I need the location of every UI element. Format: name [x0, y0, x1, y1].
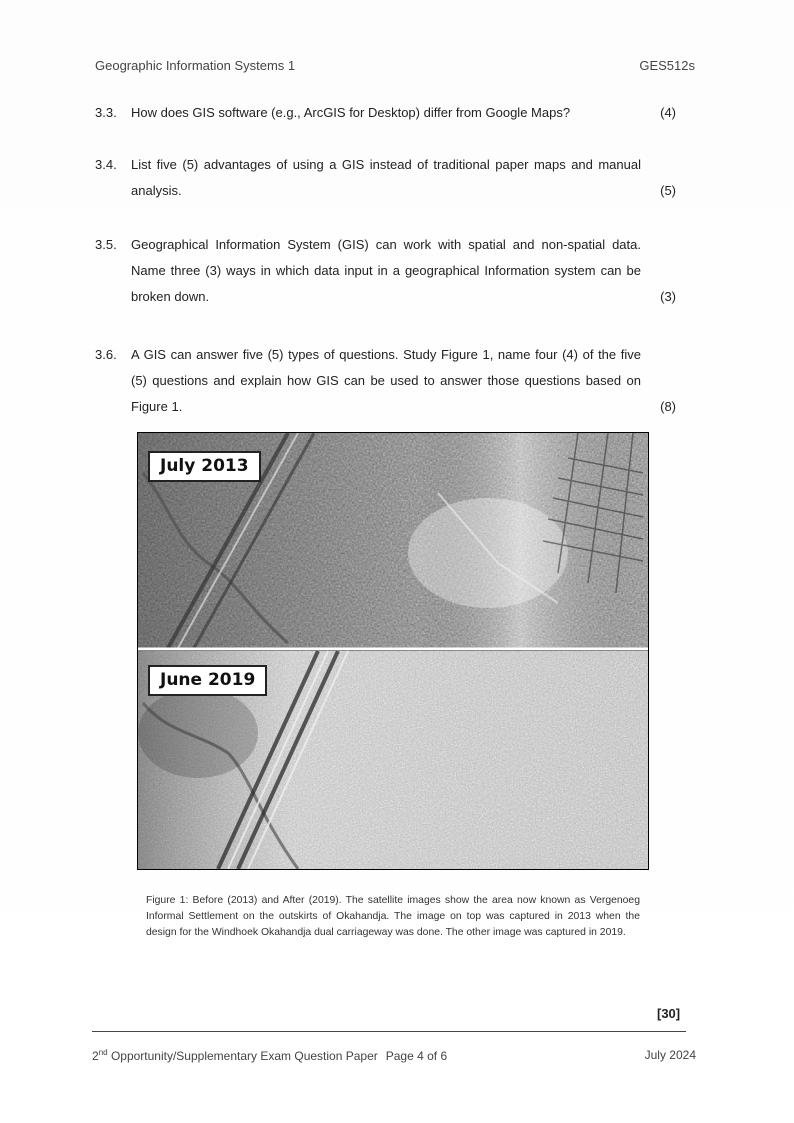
- figure-label-2013: July 2013: [148, 451, 261, 482]
- footer-divider: [92, 1031, 686, 1032]
- question-marks: (8): [660, 399, 676, 414]
- question-text: How does GIS software (e.g., ArcGIS for Desktop) differ from Google Maps?: [131, 105, 571, 120]
- exam-title-text: Opportunity/Supplementary Exam Question Paper: [110, 1049, 378, 1063]
- question-number: 3.4.: [95, 157, 117, 172]
- question-3-6: [95, 342, 680, 420]
- question-marks: (3): [660, 289, 676, 304]
- exam-date: July 2024: [644, 1048, 696, 1062]
- question-3-5: [95, 232, 680, 310]
- question-marks: (4): [660, 105, 676, 120]
- ordinal-suffix: nd: [98, 1048, 108, 1057]
- question-number: 3.5.: [95, 237, 117, 252]
- satellite-images: [138, 433, 648, 869]
- question-number: 3.6.: [95, 347, 117, 362]
- page-number: Page 4 of 6: [385, 1049, 448, 1063]
- figure-label-2019: June 2019: [148, 665, 267, 696]
- course-title: Geographic Information Systems 1: [95, 58, 296, 73]
- question-marks: (5): [660, 183, 676, 198]
- question-3-4: [95, 152, 680, 204]
- ordinal-number: 2: [92, 1049, 99, 1063]
- exam-title: [92, 1048, 447, 1063]
- question-text: Geographical Information System (GIS) can work with spatial and non-spatial data. Name three (3) ways in which data input in a geographical Information system can be broken down.: [131, 237, 641, 304]
- course-code: GES512s: [639, 58, 695, 73]
- question-number: 3.3.: [95, 105, 117, 120]
- satellite-figure: [137, 432, 649, 870]
- question-text: List five (5) advantages of using a GIS instead of traditional paper maps and manual analysis.: [131, 157, 641, 198]
- section-total-marks: [30]: [657, 1006, 681, 1021]
- question-text: A GIS can answer five (5) types of questions. Study Figure 1, name four (4) of the five (5) questions and explain how GIS can be used to answer those questions based on Figure 1.: [131, 347, 641, 414]
- question-3-3: [95, 100, 680, 126]
- figure-caption: Figure 1: Before (2013) and After (2019). The satellite images show the area now known as Vergenoeg Informal Settlement on the outskirts of Okahandja. The image on top was captured in 2013 when the design for the Windhoek Okahandja dual carriageway was done. The other image was captured in 2019.: [146, 895, 640, 938]
